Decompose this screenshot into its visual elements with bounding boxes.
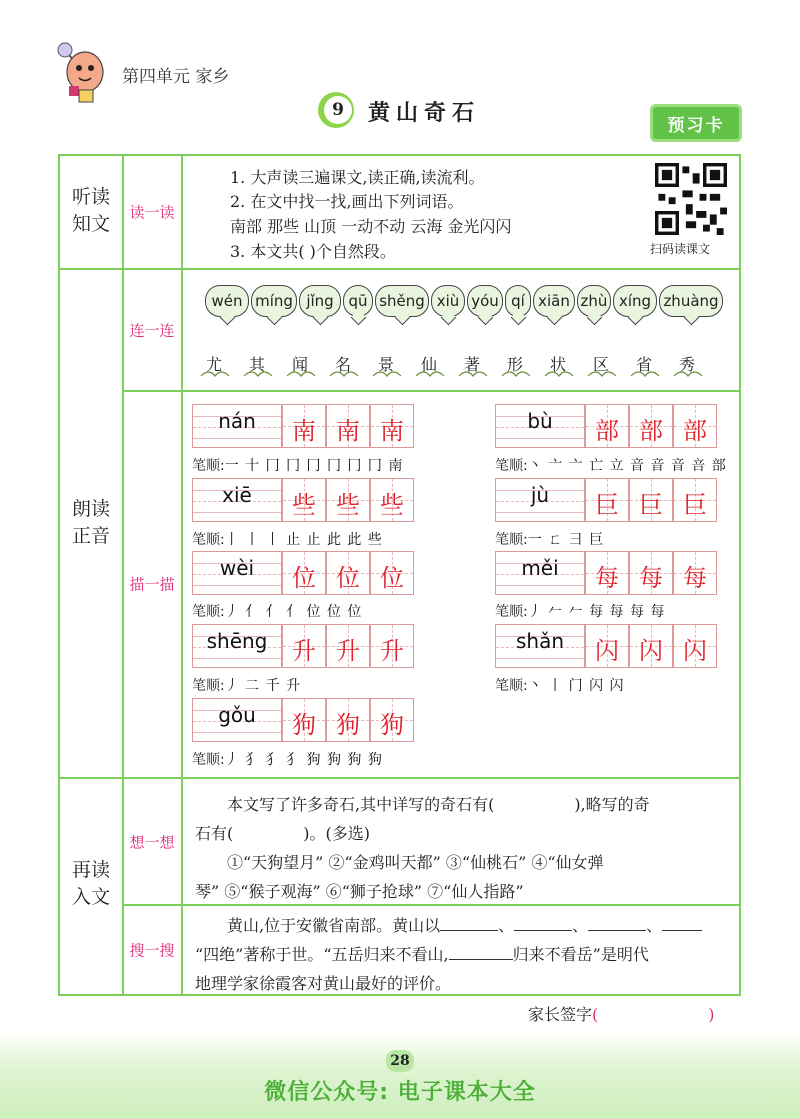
task-line: 1. 大声读三遍课文,读正确,读流利。	[230, 168, 485, 187]
writing-cell[interactable]: 狗	[282, 698, 326, 742]
divider	[58, 268, 741, 270]
unit-title: 第四单元 家乡	[122, 67, 230, 87]
search-passage: 黄山,位于安徽省南部。黄山以 、 、 、 “四绝”著称于世。“五岳归来不看山, 归来不看岳”是明代 地理学家徐霞客对黄山最好的评价。	[195, 911, 740, 998]
pinyin-box: shǎn	[495, 624, 585, 668]
divider	[181, 154, 183, 996]
stroke-order: 笔顺:一 ㄈ 彐 巨	[495, 532, 605, 548]
pinyin-bubble[interactable]: xíng	[613, 285, 657, 317]
match-char[interactable]: 著	[463, 355, 480, 374]
stroke-order: 笔顺:丿 𠂉 𠂉 每 每 每 每	[495, 604, 666, 620]
lesson-number: 9	[324, 96, 352, 124]
pinyin-box: gǒu	[192, 698, 282, 742]
writing-cell[interactable]: 巨	[629, 478, 673, 522]
pinyin-box: xiē	[192, 478, 282, 522]
stroke-order: 笔顺:丿 犭 犭 犭 狗 狗 狗 狗	[192, 752, 383, 768]
writing-cell[interactable]: 位	[282, 551, 326, 595]
pinyin-box: shēng	[192, 624, 282, 668]
writing-cell[interactable]: 升	[370, 624, 414, 668]
preview-card-tag: 预习卡	[650, 104, 742, 142]
pinyin-bubble[interactable]: xiù	[431, 285, 465, 317]
footer-watermark: 微信公众号: 电子课本大全	[264, 1080, 536, 1105]
stroke-order: 笔顺:丿 二 千 升	[192, 678, 302, 694]
qr-caption: 扫码读课文	[650, 242, 711, 256]
pinyin-bubble[interactable]: xiān	[533, 285, 575, 317]
stroke-order: 笔顺:一 十 冂 冂 冂 冂 冂 冂 南	[192, 458, 404, 474]
writing-cell[interactable]: 部	[673, 404, 717, 448]
activity-trace: 描一描	[129, 575, 175, 594]
match-char[interactable]: 名	[334, 355, 351, 374]
section-reread: 再读 入文	[71, 859, 110, 908]
writing-cell[interactable]: 巨	[585, 478, 629, 522]
mascot-icon	[55, 40, 110, 105]
think-question: 本文写了许多奇石,其中详写的奇石有( ),略写的奇 石有( )。(多选) ①“天狗望月” ②“金鸡叫天都” ③“仙桃石” ④“仙女弹 琴” ⑤“猴子观海” ⑥“狮子抢球” ⑦“仙人指路”	[195, 795, 650, 901]
task-line: 2. 在文中找一找,画出下列词语。	[230, 192, 464, 211]
writing-cell[interactable]: 部	[629, 404, 673, 448]
writing-cell[interactable]: 位	[370, 551, 414, 595]
match-char[interactable]: 形	[506, 355, 523, 374]
task-line: 3. 本文共( )个自然段。	[230, 242, 396, 261]
leaf-decoration-icon	[195, 368, 725, 382]
section-read-aloud: 朗读 正音	[71, 498, 110, 547]
activity-search: 搜一搜	[129, 941, 175, 960]
pinyin-box: jù	[495, 478, 585, 522]
lesson-title: 黄山奇石	[368, 100, 481, 126]
pinyin-box: bù	[495, 404, 585, 448]
activity-think: 想一想	[129, 833, 175, 852]
writing-cell[interactable]: 巨	[673, 478, 717, 522]
pinyin-box: měi	[495, 551, 585, 595]
pinyin-bubble[interactable]: zhù	[577, 285, 611, 317]
writing-cell[interactable]: 狗	[326, 698, 370, 742]
pinyin-bubble[interactable]: qū	[343, 285, 373, 317]
stroke-order: 笔顺:丨 丨 丨 止 止 此 此 些	[192, 532, 383, 548]
match-char[interactable]: 秀	[678, 355, 695, 374]
divider	[122, 390, 741, 392]
writing-cell[interactable]: 位	[326, 551, 370, 595]
writing-cell[interactable]: 狗	[370, 698, 414, 742]
activity-connect: 连一连	[129, 321, 175, 340]
divider	[58, 777, 741, 779]
parent-signature[interactable]: 家长签字( )	[528, 1005, 715, 1024]
match-char[interactable]: 景	[377, 355, 394, 374]
writing-cell[interactable]: 南	[326, 404, 370, 448]
writing-cell[interactable]: 南	[370, 404, 414, 448]
match-char[interactable]: 仙	[420, 355, 437, 374]
match-char[interactable]: 尤	[205, 355, 222, 374]
match-char[interactable]: 状	[549, 355, 566, 374]
match-char[interactable]: 省	[635, 355, 652, 374]
writing-cell[interactable]: 些	[326, 478, 370, 522]
writing-cell[interactable]: 闪	[585, 624, 629, 668]
match-char[interactable]: 区	[592, 355, 609, 374]
pinyin-bubble[interactable]: jǐng	[299, 285, 341, 317]
stroke-order: 笔顺:丿 亻 亻 亻 位 位 位	[192, 604, 363, 620]
pinyin-bubble[interactable]: qí	[505, 285, 531, 317]
pinyin-bubble[interactable]: zhuàng	[659, 285, 723, 317]
writing-cell[interactable]: 每	[585, 551, 629, 595]
writing-cell[interactable]: 些	[282, 478, 326, 522]
writing-cell[interactable]: 南	[282, 404, 326, 448]
stroke-order: 笔顺:丶 丨 门 闪 闪	[495, 678, 625, 694]
pinyin-bubble[interactable]: wén	[205, 285, 249, 317]
writing-cell[interactable]: 每	[629, 551, 673, 595]
match-char[interactable]: 闻	[291, 355, 308, 374]
stroke-order: 笔顺:丶 亠 亠 亡 立 音 音 音 咅 部	[495, 458, 727, 474]
word-list: 南部 那些 山顶 一动不动 云海 金光闪闪	[230, 217, 512, 236]
qr-code-icon[interactable]	[655, 163, 727, 235]
match-char[interactable]: 其	[248, 355, 265, 374]
pinyin-bubble[interactable]: shěng	[375, 285, 429, 317]
writing-cell[interactable]: 升	[326, 624, 370, 668]
writing-cell[interactable]: 些	[370, 478, 414, 522]
activity-read: 读一读	[129, 203, 175, 222]
pinyin-box: wèi	[192, 551, 282, 595]
pinyin-bubble[interactable]: yóu	[467, 285, 503, 317]
writing-cell[interactable]: 升	[282, 624, 326, 668]
writing-cell[interactable]: 闪	[673, 624, 717, 668]
divider	[122, 154, 124, 996]
pinyin-box: nán	[192, 404, 282, 448]
writing-cell[interactable]: 闪	[629, 624, 673, 668]
page-number: 28	[386, 1050, 414, 1072]
writing-cell[interactable]: 每	[673, 551, 717, 595]
section-listen: 听读 知文	[71, 186, 110, 235]
pinyin-bubble[interactable]: míng	[251, 285, 297, 317]
writing-cell[interactable]: 部	[585, 404, 629, 448]
